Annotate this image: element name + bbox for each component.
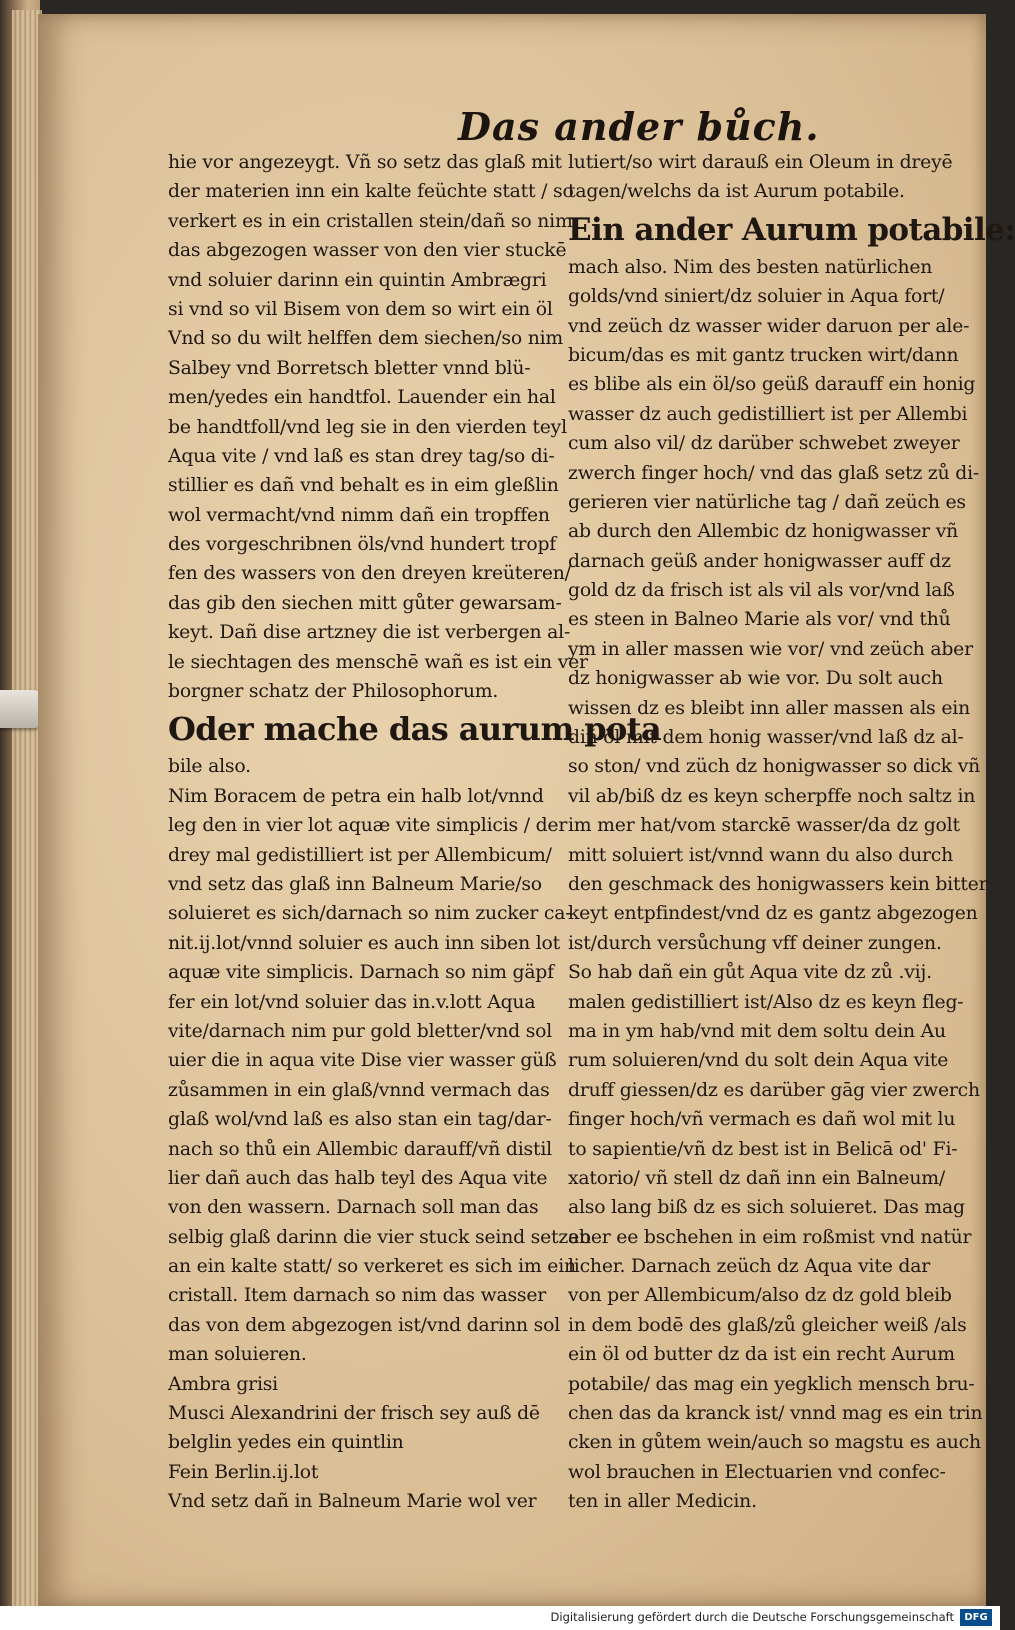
text-line: wasser dz auch gedistilliert ist per Allembi (568, 403, 968, 425)
text-line: keyt. Dañ dise artzney die ist verbergen al- (168, 622, 571, 644)
text-line: drey mal gedistilliert ist per Allembicum/ (168, 844, 552, 866)
text-line: ym in aller massen wie vor/ vnd zeüch aber (568, 638, 973, 660)
left-column (168, 148, 662, 1517)
bookmark-ribbon (0, 690, 40, 728)
text-line: uier die in aqua vite Dise vier wasser güß (168, 1050, 557, 1072)
text-line: golds/vnd siniert/dz soluier in Aqua fort/ (568, 286, 945, 308)
text-line: licher. Darnach zeüch dz Aqua vite dar (568, 1256, 930, 1278)
text-line: finger hoch/vñ vermach es dañ wol mit lu (568, 1109, 956, 1131)
text-line: mitt soluiert ist/vnnd wann du also durch (568, 844, 954, 866)
text-line: man soluieren. (168, 1344, 307, 1366)
footer-credit: Digitalisierung gefördert durch die Deutsche Forschungsgemeinschaft (550, 1610, 954, 1624)
text-line: das abgezogen wasser von den vier stuckē (168, 240, 567, 262)
text-line: borgner schatz der Philosophorum. (168, 681, 499, 703)
text-line: den geschmack des honigwassers kein bitter (568, 873, 988, 895)
text-line: stillier es dañ vnd behalt es in eim gleßlin (168, 475, 559, 497)
text-line: aquæ vite simplicis. Darnach so nim gäpf (168, 962, 554, 984)
text-line: si vnd so vil Bisem von dem so wirt ein öl (168, 298, 553, 320)
text-line: leg den in vier lot aquæ vite simplicis / der (168, 815, 568, 837)
footer-bar (0, 1606, 1000, 1630)
text-line: fer ein lot/vnd soluier das in.v.lott Aqua (168, 991, 536, 1013)
text-line: gerieren vier natürliche tag / dañ zeüch es (568, 491, 966, 513)
text-line: es blibe als ein öl/so geüß darauff ein honig (568, 374, 976, 396)
text-line: nach so thů ein Allembic darauff/vñ distil (168, 1138, 552, 1160)
text-line: selbig glaß darinn die vier stuck seind setzen (168, 1226, 591, 1248)
text-line: diñ öl mit dem honig wasser/vnd laß dz al- (568, 727, 964, 749)
text-line: fen des wassers von den dreyen kreüteren/ (168, 563, 571, 585)
text-line: wol brauchen in Electuarien vnd confec- (568, 1461, 946, 1483)
text-line: nit.ij.lot/vnnd soluier es auch inn siben lot (168, 932, 560, 954)
running-head: Das ander bůch. (458, 104, 820, 149)
text-line: le siechtagen des menschē wañ es ist ein ver (168, 651, 588, 673)
text-line: cristall. Item darnach so nim das wasser (168, 1285, 547, 1307)
dfg-logo-icon: DFG (960, 1609, 992, 1626)
text-line: aber ee bschehen in eim roßmist vnd natür (568, 1226, 972, 1248)
text-line: zůsammen in ein glaß/vnnd vermach das (168, 1079, 550, 1101)
text-line: Nim Boracem de petra ein halb lot/vnnd (168, 785, 544, 807)
text-line: malen gedistilliert ist/Also dz es keyn fleg- (568, 991, 964, 1013)
text-line: von den wassern. Darnach soll man das (168, 1197, 539, 1219)
text-line: Vnd setz dañ in Balneum Marie wol ver (168, 1491, 537, 1513)
text-line: von per Allembicum/also dz dz gold bleib (568, 1285, 952, 1307)
text-line: ab durch den Allembic dz honigwasser vñ (568, 521, 959, 543)
text-line: to sapientie/vñ dz best ist in Belicā od' Fi- (568, 1138, 958, 1160)
text-line: das von dem abgezogen ist/vnd darinn sol (168, 1314, 561, 1336)
text-line: soluieret es sich/darnach so nim zucker ca- (168, 903, 572, 925)
text-line: vnd setz das glaß inn Balneum Marie/so (168, 873, 542, 895)
text-line: mach also. Nim des besten natürlichen (568, 256, 933, 278)
text-line: Vnd so du wilt helffen dem siechen/so nim (168, 328, 564, 350)
text-line: glaß wol/vnd laß es also stan ein tag/dar- (168, 1109, 552, 1131)
text-line: in dem bodē des glaß/zů gleicher weiß /als (568, 1314, 967, 1336)
text-line: Salbey vnd Borretsch bletter vnnd blü- (168, 357, 531, 379)
text-line: Musci Alexandrini der frisch sey auß dē (168, 1403, 540, 1425)
text-line: der materien inn ein kalte feüchte statt / so (168, 181, 574, 203)
text-line: also lang biß dz es sich soluieret. Das mag (568, 1197, 965, 1219)
text-line: vite/darnach nim pur gold bletter/vnd sol (168, 1020, 553, 1042)
text-line: an ein kalte statt/ so verkeret es sich im ein (168, 1256, 576, 1278)
text-line: wol vermacht/vnd nimm dañ ein tropffen (168, 504, 550, 526)
text-line: Aqua vite / vnd laß es stan drey tag/so di- (168, 445, 555, 467)
text-line: belglin yedes ein quintlin (168, 1432, 404, 1454)
text-line: rum soluieren/vnd du solt dein Aqua vite (568, 1050, 949, 1072)
text-line: ma in ym hab/vnd mit dem soltu dein Au (568, 1020, 946, 1042)
text-line: tagen/welchs da ist Aurum potabile. (568, 181, 905, 203)
right-column (568, 148, 1015, 1517)
text-line: keyt entpfindest/vnd dz es gantz abgezogen (568, 903, 978, 925)
text-line: vnd zeüch dz wasser wider daruon per ale- (568, 315, 970, 337)
text-line: potabile/ das mag ein yegklich mensch bru- (568, 1373, 975, 1395)
text-line: xatorio/ vñ stell dz dañ inn ein Balneum/ (568, 1167, 945, 1189)
text-line: wissen dz es bleibt inn aller massen als ein (568, 697, 970, 719)
text-line: bile also. (168, 756, 251, 778)
text-line: cken in gůtem wein/auch so magstu es auch (568, 1432, 981, 1454)
text-line: bicum/das es mit gantz trucken wirt/dann (568, 344, 959, 366)
text-line: men/yedes ein handtfol. Lauender ein hal (168, 387, 556, 409)
text-line: es steen in Balneo Marie als vor/ vnd thů (568, 609, 951, 631)
text-line: lutiert/so wirt darauß ein Oleum in dreyē (568, 152, 953, 173)
text-line: ein öl od butter dz da ist ein recht Aurum (568, 1344, 955, 1366)
text-line: lier dañ auch das halb teyl des Aqua vite (168, 1167, 548, 1189)
text-line: ist/durch versůchung vff deiner zungen. (568, 932, 942, 954)
text-line: zwerch finger hoch/ vnd das glaß setz zů di- (568, 462, 980, 484)
text-line: so ston/ vnd züch dz honigwasser so dick vñ (568, 756, 981, 778)
text-line: das gib den siechen mitt gůter gewarsam- (168, 592, 562, 614)
text-line: Ambra grisi (168, 1373, 278, 1395)
text-line: vnd soluier darinn ein quintin Ambrægri (168, 269, 547, 291)
text-line: hie vor angezeygt. Vñ so setz das glaß mit (168, 152, 562, 173)
text-line: des vorgeschribnen öls/vnd hundert tropf (168, 534, 557, 556)
text-line: ten in aller Medicin. (568, 1491, 757, 1513)
text-line: vil ab/biß dz es keyn scherpffe noch saltz in (568, 785, 976, 807)
text-line: chen das da kranck ist/ vnnd mag es ein trin (568, 1403, 983, 1425)
text-line: darnach geüß ander honigwasser auff dz (568, 550, 951, 572)
text-line: So hab dañ ein gůt Aqua vite dz zů .vij. (568, 962, 932, 984)
section-heading: Oder mache das aurum pota (168, 710, 662, 749)
text-line: gold dz da frisch ist als vil als vor/vnd laß (568, 580, 955, 602)
text-line: cum also vil/ dz darüber schwebet zweyer (568, 433, 960, 455)
text-line: be handtfoll/vnd leg sie in den vierden teyl (168, 416, 567, 438)
text-line: im mer hat/vom starckē wasser/da dz golt (568, 815, 960, 837)
text-line: dz honigwasser ab wie vor. Du solt auch (568, 668, 943, 690)
section-heading: Ein ander Aurum potabile: (568, 211, 1015, 248)
text-line: Fein Berlin.ij.lot (168, 1461, 319, 1483)
text-line: druff giessen/dz es darüber gāg vier zwerch (568, 1079, 980, 1101)
text-line: verkert es in ein cristallen stein/dañ so nim (168, 210, 573, 232)
